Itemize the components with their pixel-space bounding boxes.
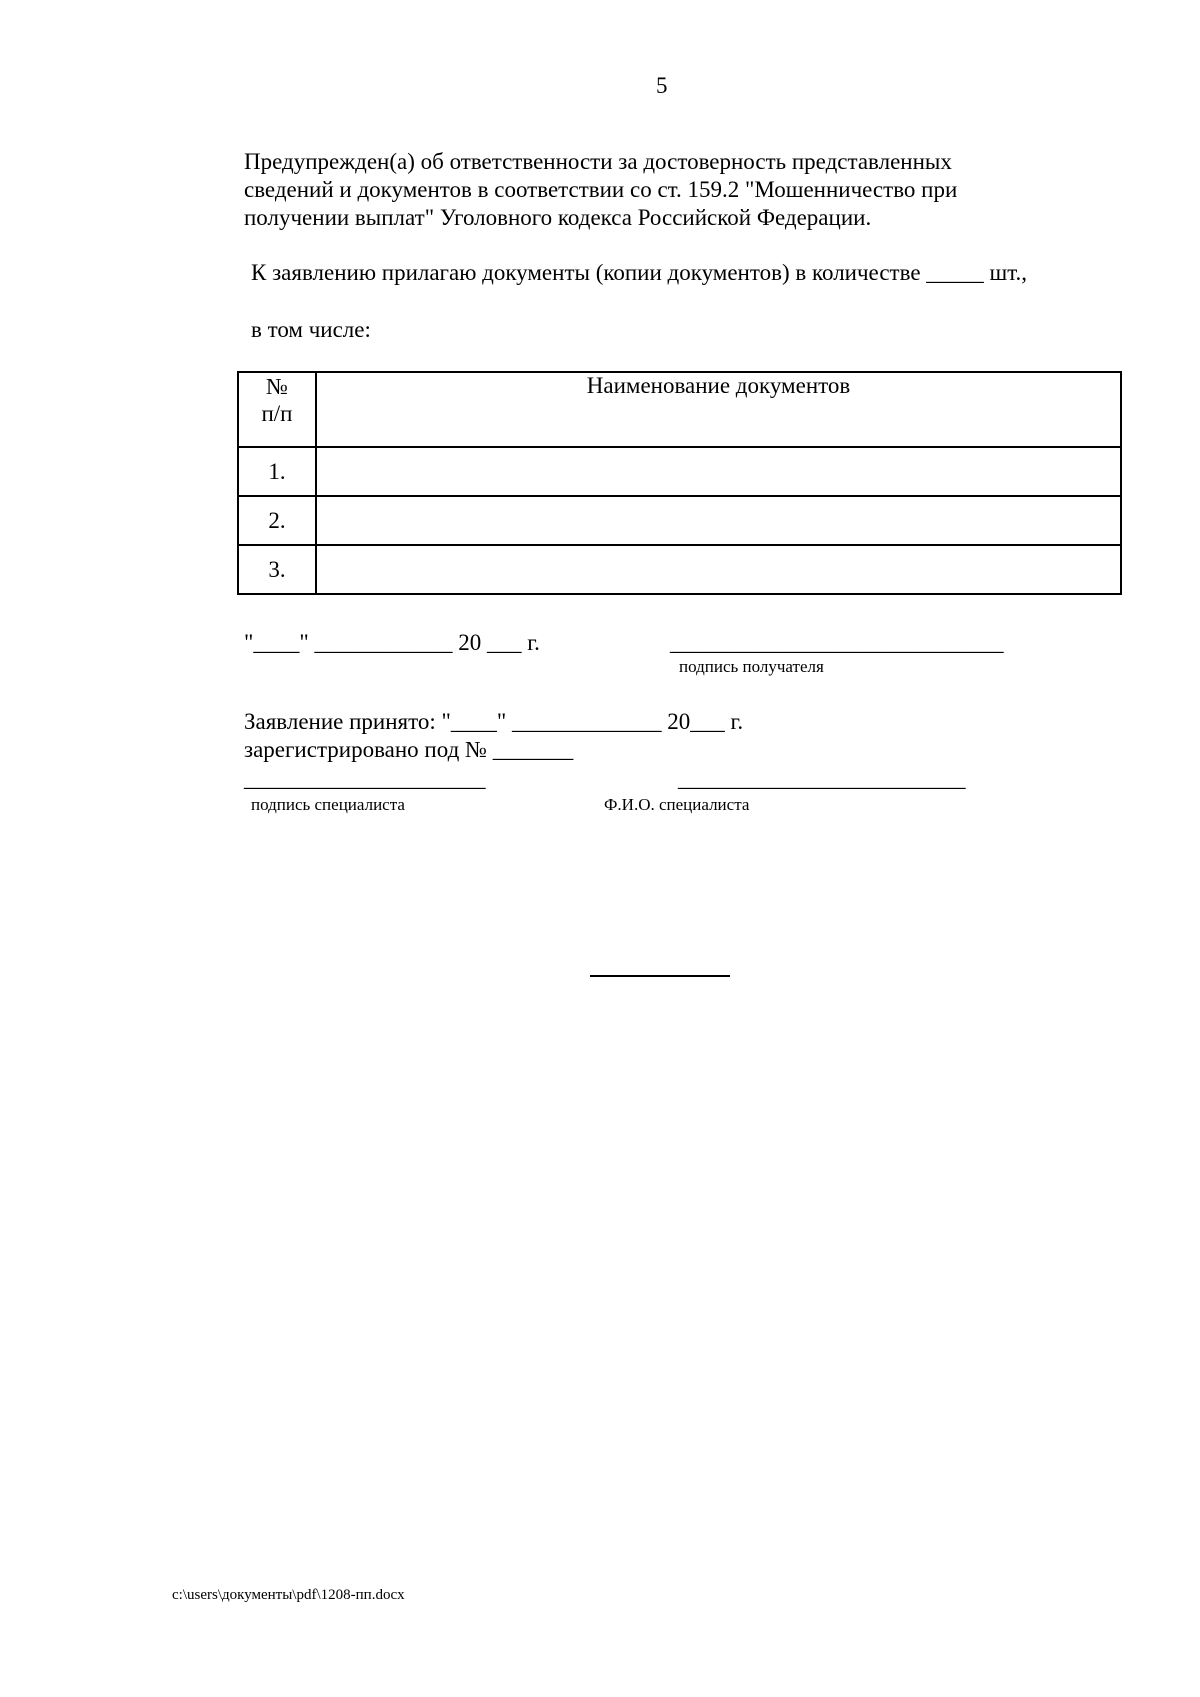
- row-name: [316, 496, 1121, 545]
- registered-line: зарегистрировано под № _______: [244, 737, 574, 762]
- including-line: в том числе:: [251, 317, 371, 342]
- header-name-cell: Наименование документов: [316, 372, 1121, 447]
- header-num-symbol: №: [266, 374, 288, 399]
- row-num: 3.: [238, 545, 316, 594]
- specialist-name-caption: Ф.И.О. специалиста: [604, 795, 750, 814]
- recipient-signature-blank: _____________________________: [670, 630, 1004, 655]
- row-name: [316, 447, 1121, 496]
- warning-line-1: Предупрежден(а) об ответственности за достоверность представленных: [244, 149, 952, 174]
- header-num-abbrev: п/п: [261, 401, 293, 426]
- documents-table: [237, 371, 1122, 595]
- warning-line-2: сведений и документов в соответствии со ст. 159.2 "Мошенничество при: [244, 177, 958, 202]
- warning-line-3: получении выплат" Уголовного кодекса Российской Федерации.: [244, 205, 872, 230]
- table-row: [238, 496, 1121, 545]
- closing-rule: [590, 975, 730, 977]
- page-number: 5: [656, 73, 668, 98]
- row-num: 1.: [238, 447, 316, 496]
- specialist-signature-caption: подпись специалиста: [251, 795, 405, 814]
- specialist-signature-blank: _____________________: [244, 766, 486, 791]
- attach-line: К заявлению прилагаю документы (копии документов) в количестве _____ шт.,: [251, 260, 1028, 285]
- specialist-name-blank: _________________________: [678, 766, 966, 791]
- row-num: 2.: [238, 496, 316, 545]
- table-header-row: [238, 372, 1121, 447]
- row-name: [316, 545, 1121, 594]
- footer-file-path: c:\users\документы\pdf\1208-пп.docx: [172, 1587, 405, 1603]
- recipient-signature-caption: подпись получателя: [679, 657, 824, 676]
- table-row: [238, 447, 1121, 496]
- header-num-cell: [238, 372, 316, 447]
- accepted-line: Заявление принято: "____" _____________ 20___ г.: [244, 709, 744, 734]
- table-row: [238, 545, 1121, 594]
- date-line: "____" ____________ 20 ___ г.: [244, 630, 540, 655]
